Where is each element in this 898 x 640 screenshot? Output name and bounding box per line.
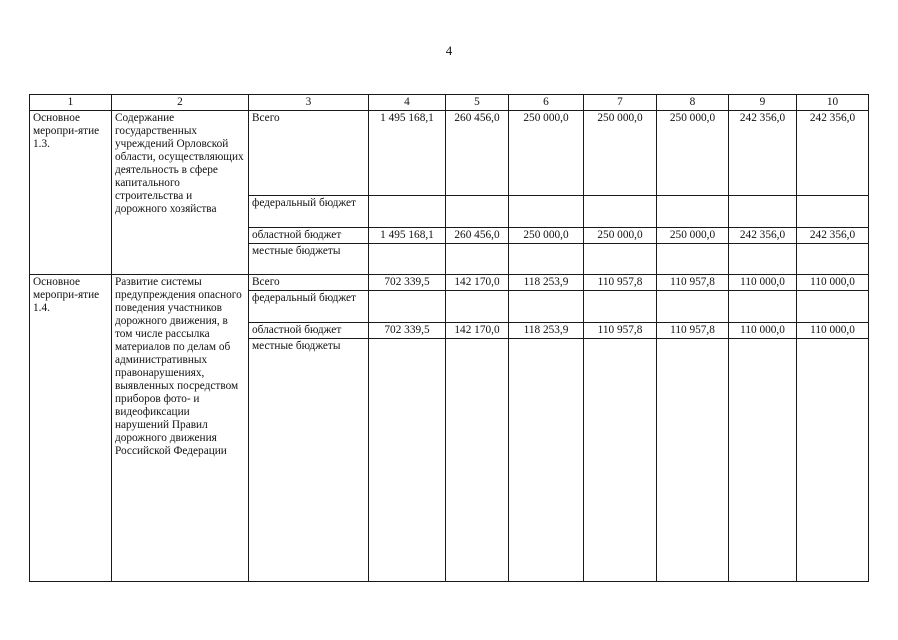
value-cell	[509, 196, 584, 228]
value-cell	[369, 244, 446, 275]
value-cell: 242 356,0	[729, 228, 797, 244]
header-row	[30, 95, 869, 111]
value-cell: 110 957,8	[657, 323, 729, 339]
value-cell	[446, 339, 509, 582]
value-cell	[369, 196, 446, 228]
header-cell: 3	[249, 95, 369, 111]
value-cell: 110 000,0	[729, 323, 797, 339]
budget-table	[29, 94, 869, 582]
value-cell	[369, 339, 446, 582]
value-cell: 242 356,0	[797, 228, 869, 244]
value-cell: 260 456,0	[446, 111, 509, 196]
value-cell	[797, 339, 869, 582]
value-cell	[446, 244, 509, 275]
value-cell: 1 495 168,1	[369, 228, 446, 244]
table-row	[30, 275, 869, 291]
value-cell: 242 356,0	[729, 111, 797, 196]
funding-source: местные бюджеты	[249, 339, 369, 582]
value-cell: 110 957,8	[657, 275, 729, 291]
value-cell: 250 000,0	[509, 111, 584, 196]
funding-source: местные бюджеты	[249, 244, 369, 275]
value-cell	[657, 196, 729, 228]
value-cell	[584, 291, 657, 323]
value-cell	[509, 244, 584, 275]
value-cell: 250 000,0	[657, 111, 729, 196]
value-cell: 250 000,0	[657, 228, 729, 244]
value-cell: 118 253,9	[509, 323, 584, 339]
value-cell	[729, 244, 797, 275]
value-cell	[446, 291, 509, 323]
value-cell: 110 000,0	[797, 323, 869, 339]
funding-source: областной бюджет	[249, 228, 369, 244]
header-cell: 9	[729, 95, 797, 111]
value-cell	[509, 339, 584, 582]
header-cell: 7	[584, 95, 657, 111]
value-cell: 110 957,8	[584, 275, 657, 291]
value-cell	[657, 291, 729, 323]
value-cell: 250 000,0	[584, 111, 657, 196]
header-cell: 10	[797, 95, 869, 111]
activity-code: Основное меропри-ятие 1.3.	[30, 111, 112, 275]
value-cell	[584, 196, 657, 228]
value-cell: 118 253,9	[509, 275, 584, 291]
value-cell	[657, 244, 729, 275]
value-cell: 250 000,0	[509, 228, 584, 244]
value-cell	[797, 196, 869, 228]
funding-source: Всего	[249, 111, 369, 196]
header-cell: 5	[446, 95, 509, 111]
funding-source: Всего	[249, 275, 369, 291]
table-row	[30, 111, 869, 196]
value-cell	[446, 196, 509, 228]
value-cell	[729, 339, 797, 582]
value-cell: 110 957,8	[584, 323, 657, 339]
value-cell	[369, 291, 446, 323]
value-cell: 110 000,0	[729, 275, 797, 291]
page-number: 4	[445, 43, 453, 58]
value-cell	[657, 339, 729, 582]
funding-source: федеральный бюджет	[249, 291, 369, 323]
value-cell: 242 356,0	[797, 111, 869, 196]
header-cell: 1	[30, 95, 112, 111]
header-cell: 8	[657, 95, 729, 111]
value-cell: 1 495 168,1	[369, 111, 446, 196]
value-cell: 702 339,5	[369, 323, 446, 339]
funding-source: федеральный бюджет	[249, 196, 369, 228]
value-cell: 260 456,0	[446, 228, 509, 244]
value-cell	[584, 244, 657, 275]
header-cell: 4	[369, 95, 446, 111]
value-cell: 250 000,0	[584, 228, 657, 244]
header-cell: 6	[509, 95, 584, 111]
funding-source: областной бюджет	[249, 323, 369, 339]
value-cell: 110 000,0	[797, 275, 869, 291]
value-cell	[509, 291, 584, 323]
value-cell: 702 339,5	[369, 275, 446, 291]
activity-description: Развитие системы предупреждения опасного поведения участников дорожного движения, в том числе рассылка материалов по делам об административных правонарушениях, выявленных посредством приборов фото- и видеофиксации нарушений Правил дорожного движения Российской Федерации	[112, 275, 249, 582]
value-cell: 142 170,0	[446, 275, 509, 291]
header-cell: 2	[112, 95, 249, 111]
value-cell: 142 170,0	[446, 323, 509, 339]
value-cell	[797, 244, 869, 275]
value-cell	[729, 196, 797, 228]
activity-description: Содержание государственных учреждений Орловской области, осуществляющих деятельность в сфере капитального строительства и дорожного хозяйства	[112, 111, 249, 275]
value-cell	[729, 291, 797, 323]
value-cell	[584, 339, 657, 582]
activity-code: Основное меропри-ятие 1.4.	[30, 275, 112, 582]
value-cell	[797, 291, 869, 323]
